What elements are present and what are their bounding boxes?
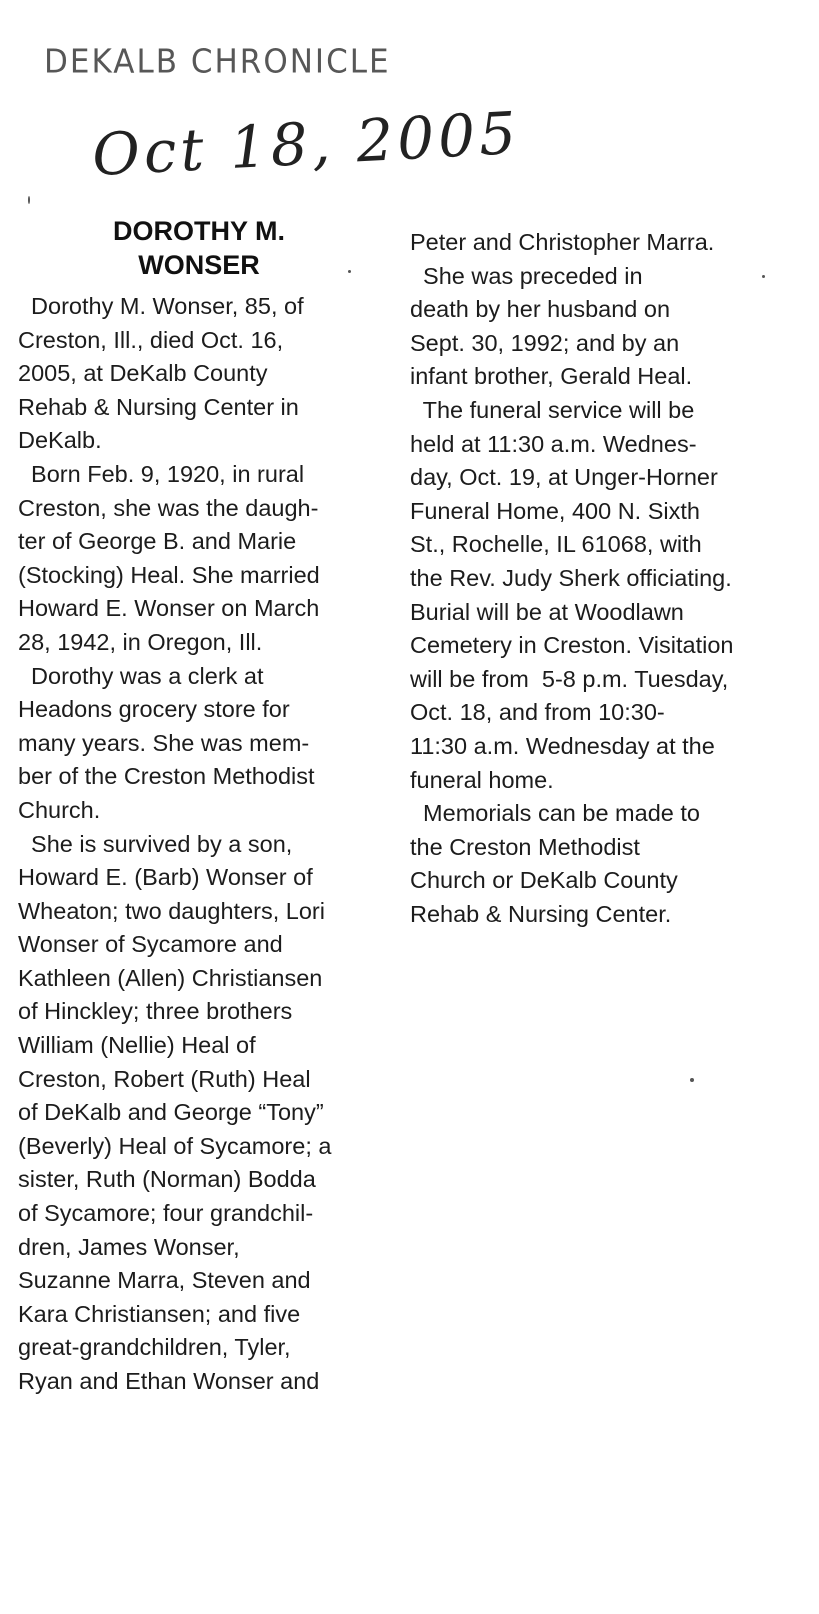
obituary-text-line: Church or DeKalb County [410, 867, 678, 894]
obituary-text-line: William (Nellie) Heal of [18, 1032, 256, 1059]
obituary-text-line: The funeral service will be [410, 396, 695, 423]
obituary-headline [18, 214, 380, 282]
obituary-text-line: Dorothy M. Wonser, 85, of [18, 293, 304, 319]
obituary-text-line: the Rev. Judy Sherk officiating. [410, 564, 732, 591]
scan-speck [762, 275, 765, 278]
obituary-text-line: Kathleen (Allen) Christiansen [18, 964, 323, 991]
obituary-text-line: of Hinckley; three brothers [18, 998, 293, 1025]
headline-line-1: DOROTHY M. [112, 216, 285, 246]
obituary-text-line: Ryan and Ethan Wonser and [18, 1368, 320, 1394]
headline-line-2: WONSER [138, 250, 260, 280]
obituary-text-line: of Sycamore; four grandchil- [18, 1200, 314, 1227]
obituary-text-line: Peter and Christopher Marra. [410, 229, 715, 255]
handwritten-date: Oct 18, 2005 [90, 98, 522, 190]
obituary-text-line: Born Feb. 9, 1920, in rural [18, 460, 305, 487]
newspaper-masthead: DEKALB CHRONICLE [44, 43, 391, 81]
obituary-text-line: She is survived by a son, [18, 830, 293, 857]
obituary-text-line: the Creston Methodist [410, 833, 640, 860]
obituary-text-line: Creston, Robert (Ruth) Heal [18, 1065, 311, 1092]
obituary-text-line: Cemetery in Creston. Visitation [410, 632, 734, 659]
obituary-text-line: Memorials can be made to [410, 800, 700, 827]
obituary-text-line: Headons grocery store for [18, 696, 290, 723]
obituary-text-line: Dorothy was a clerk at [18, 662, 264, 689]
obituary-text-line: Howard E. Wonser on March [18, 595, 320, 622]
obituary-text-line: dren, James Wonser, [18, 1233, 240, 1260]
obituary-text-line: Howard E. (Barb) Wonser of [18, 864, 313, 891]
obituary-column-1 [18, 290, 380, 1399]
obituary-text-line: Wonser of Sycamore and [18, 931, 283, 958]
obituary-text-line: Suzanne Marra, Steven and [18, 1267, 311, 1294]
obituary-text-line: Creston, she was the daugh- [18, 494, 319, 521]
obituary-text-line: 28, 1942, in Oregon, Ill. [18, 628, 263, 655]
obituary-text-line: ter of George B. and Marie [18, 528, 297, 555]
obituary-text-line: Creston, Ill., died Oct. 16, [18, 326, 284, 353]
scan-speck [28, 196, 30, 204]
obituary-text-line: great-grandchildren, Tyler, [18, 1334, 291, 1361]
obituary-text-line: of DeKalb and George “Tony” [18, 1099, 324, 1126]
obituary-text-line: Rehab & Nursing Center. [410, 900, 672, 927]
obituary-text-line: (Beverly) Heal of Sycamore; a [18, 1132, 332, 1159]
obituary-text-line: ber of the Creston Methodist [18, 763, 315, 790]
obituary-text-line: 2005, at DeKalb County [18, 360, 268, 387]
obituary-column-2 [410, 226, 782, 931]
obituary-text-line: will be from 5-8 p.m. Tuesday, [410, 665, 729, 692]
obituary-text-line: many years. She was mem- [18, 729, 310, 756]
obituary-text-line: Burial will be at Woodlawn [410, 598, 684, 625]
obituary-text-line: She was preceded in [410, 262, 643, 289]
obituary-text-line: Church. [18, 796, 101, 823]
obituary-text-line: funeral home. [410, 766, 554, 793]
obituary-text-line: Funeral Home, 400 N. Sixth [410, 497, 700, 524]
obituary-text-line: 11:30 a.m. Wednesday at the [410, 732, 715, 759]
scan-speck [690, 1078, 694, 1082]
obituary-text-line: held at 11:30 a.m. Wednes- [410, 430, 697, 457]
obituary-text-line: Rehab & Nursing Center in [18, 393, 299, 420]
obituary-text-line: infant brother, Gerald Heal. [410, 363, 693, 390]
obituary-text-line: Oct. 18, and from 10:30- [410, 699, 665, 726]
obituary-text-line: sister, Ruth (Norman) Bodda [18, 1166, 316, 1193]
obituary-text-line: DeKalb. [18, 427, 102, 454]
obituary-text-line: Sept. 30, 1992; and by an [410, 329, 680, 356]
obituary-text-line: day, Oct. 19, at Unger-Horner [410, 464, 718, 491]
obituary-text-line: (Stocking) Heal. She married [18, 561, 320, 588]
obituary-text-line: Kara Christiansen; and five [18, 1300, 301, 1327]
obituary-text-line: death by her husband on [410, 296, 671, 323]
obituary-text-line: Wheaton; two daughters, Lori [18, 897, 325, 924]
obituary-text-line: St., Rochelle, IL 61068, with [410, 531, 702, 558]
scan-speck [348, 270, 351, 273]
